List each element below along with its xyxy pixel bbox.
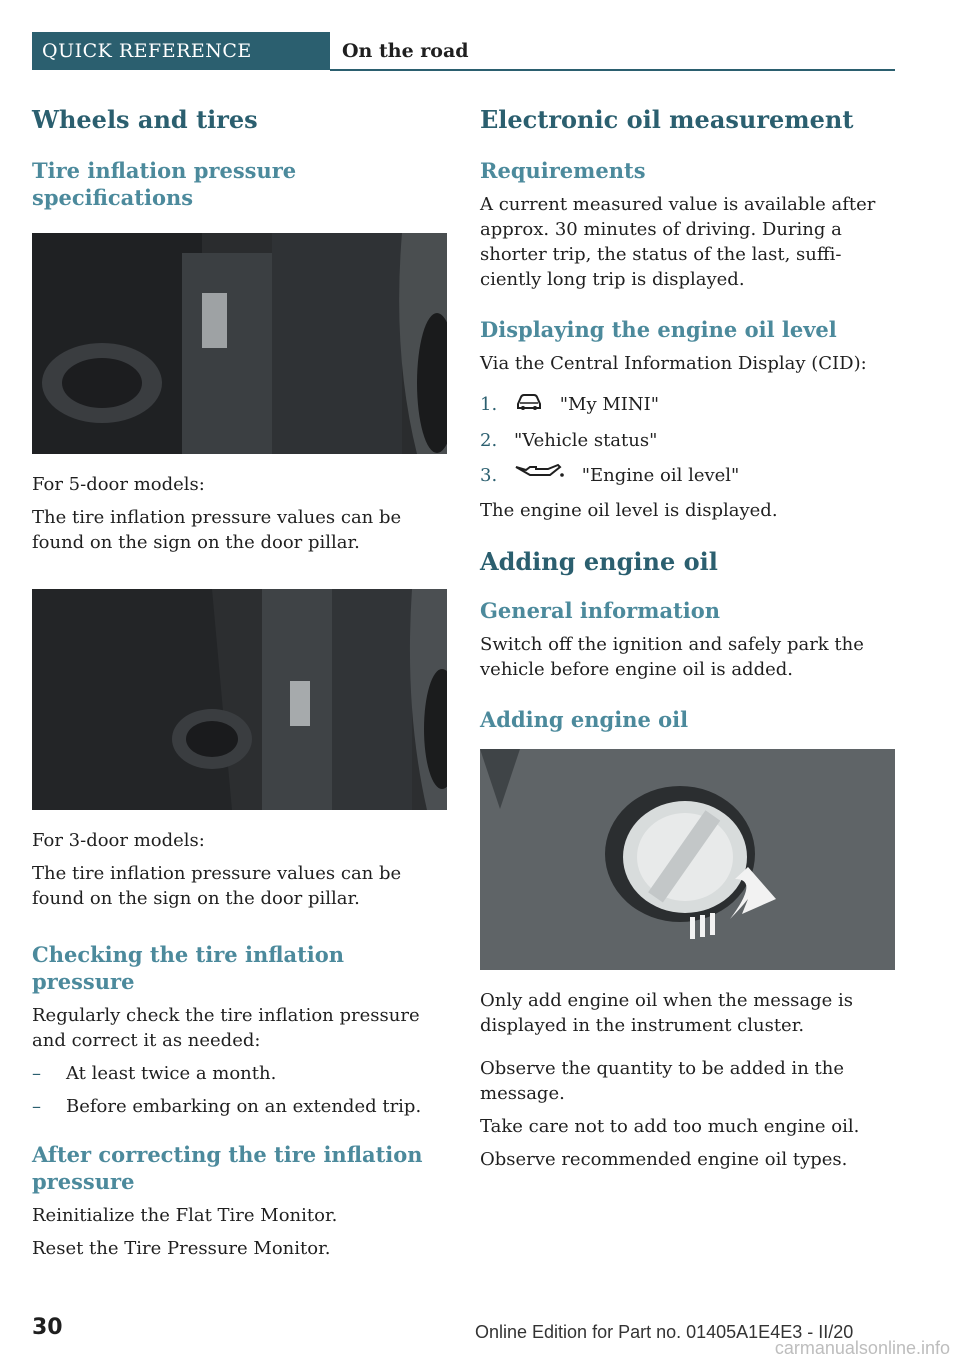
left-column bbox=[32, 105, 447, 1269]
text-3door: The tire inflation pressure values can be found on the sign on the door pillar. bbox=[32, 863, 402, 909]
step-text: "Engine oil level" bbox=[581, 464, 740, 486]
page-header bbox=[32, 32, 895, 72]
adding-line: Observe recommended engine oil types. bbox=[480, 1149, 848, 1170]
general-text: Switch off the ignition and safely park the vehicle before engine oil is added. bbox=[480, 634, 864, 680]
heading-oil-measurement: Electronic oil measurement bbox=[480, 105, 854, 134]
caption-5door: For 5-door models: bbox=[32, 474, 205, 495]
adding-line: Only add engine oil when the message is displayed in the instrument cluster. bbox=[480, 990, 854, 1036]
requirements-text: A current measured value is available after approx. 30 minutes of driving. During a shorter trip, the status of the last, suffi‐ciently long trip is displayed. bbox=[480, 194, 876, 290]
photo-3door-pillar bbox=[32, 589, 447, 810]
step-item bbox=[480, 428, 895, 453]
step-text: "My MINI" bbox=[559, 394, 660, 415]
dash-marker: – bbox=[32, 1063, 41, 1084]
displayed-text: The engine oil level is displayed. bbox=[480, 500, 778, 521]
displaying-text: Via the Central Information Display (CID): bbox=[480, 353, 867, 374]
step-text: "Vehicle status" bbox=[514, 429, 658, 451]
heading-requirements: Requirements bbox=[480, 158, 646, 183]
photo-oil-cap bbox=[480, 749, 895, 970]
oil-can-icon bbox=[514, 463, 566, 488]
heading-displaying-oil-level: Displaying the engine oil level bbox=[480, 317, 837, 342]
heading-after-correcting: After correcting the tire inflation pressure bbox=[32, 1142, 423, 1194]
heading-checking-pressure: Checking the tire inflation pressure bbox=[32, 942, 345, 994]
dash-marker: – bbox=[32, 1096, 41, 1117]
list-item: – At least twice a month. bbox=[32, 1063, 277, 1084]
car-icon bbox=[514, 393, 544, 418]
photo-5door-pillar bbox=[32, 233, 447, 454]
heading-adding-oil: Adding engine oil bbox=[480, 707, 689, 732]
heading-general-info: General information bbox=[480, 598, 721, 623]
watermark: carmanualsonline.info bbox=[774, 1338, 950, 1358]
step-number: 3. bbox=[480, 464, 498, 486]
after-line: Reinitialize the Flat Tire Monitor. bbox=[32, 1205, 338, 1226]
text-5door: The tire inflation pressure values can be found on the sign on the door pillar. bbox=[32, 507, 402, 553]
step-item bbox=[480, 463, 895, 489]
adding-line: Observe the quantity to be added in the message. bbox=[480, 1058, 844, 1104]
heading-wheels-tires: Wheels and tires bbox=[32, 105, 258, 134]
heading-adding-engine-oil: Adding engine oil bbox=[480, 547, 718, 576]
checking-list bbox=[32, 1061, 447, 1119]
cid-steps bbox=[480, 392, 895, 488]
checking-text: Regularly check the tire inflation pressure and correct it as needed: bbox=[32, 1005, 420, 1051]
page-number: 30 bbox=[32, 1315, 63, 1340]
after-line: Reset the Tire Pressure Monitor. bbox=[32, 1238, 331, 1259]
chapter-title: On the road bbox=[342, 40, 469, 62]
header-rule bbox=[330, 69, 895, 71]
right-column bbox=[480, 105, 895, 1180]
heading-pressure-specs: Tire inflation pressure specifications bbox=[32, 158, 297, 210]
edition-note: Online Edition for Part no. 01405A1E4E3 - II/20 bbox=[475, 1322, 854, 1342]
section-tab: QUICK REFERENCE bbox=[32, 32, 330, 70]
step-item bbox=[480, 392, 895, 418]
caption-3door: For 3-door models: bbox=[32, 830, 205, 851]
adding-line: Take care not to add too much engine oil. bbox=[480, 1116, 860, 1137]
list-item: – Before embarking on an extended trip. bbox=[32, 1096, 422, 1117]
step-number: 2. bbox=[480, 429, 498, 451]
step-number: 1. bbox=[480, 394, 498, 415]
